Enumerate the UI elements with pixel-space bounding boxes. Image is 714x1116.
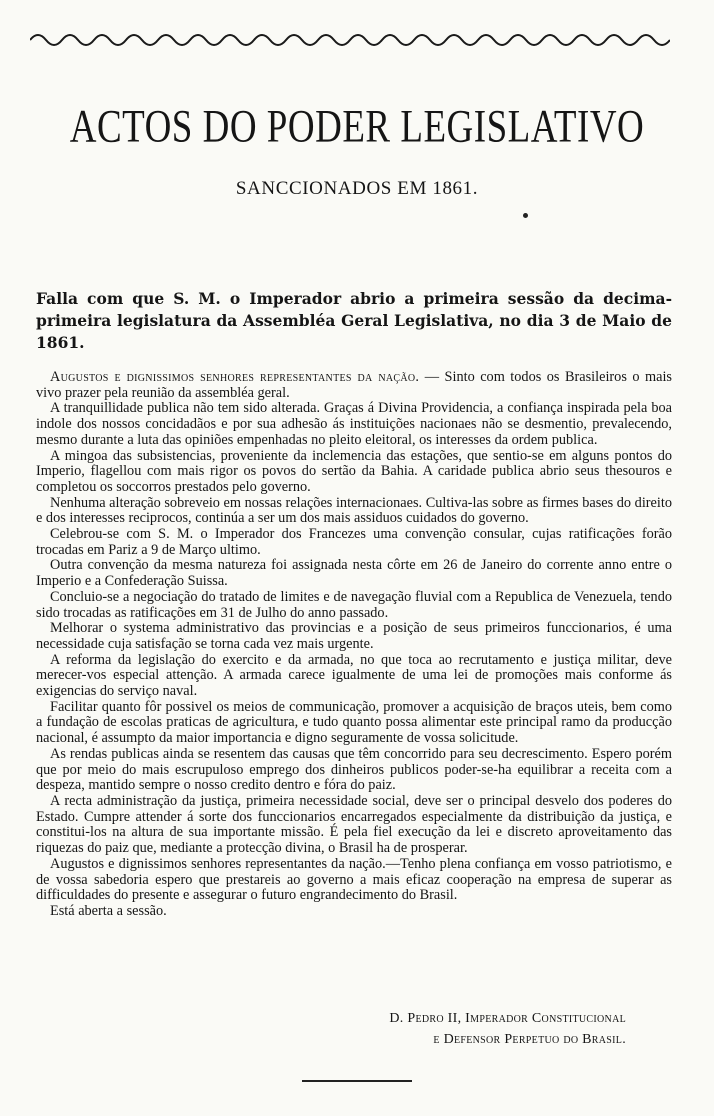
speech-paragraph: A recta administração da justiça, primeira necessidade social, deve ser o principal desvelo dos poderes do Estado. Cumpre attender á sorte dos funccionarios encarregados especialmente da distribuição da justiça, e constitui-los na altura de sua importante missão. É pela fiel execução da lei e discreto aproveitamento das riquezas do paiz que, mediante a protecção divina, o Brasil ha de prosperar. bbox=[36, 792, 672, 857]
speech-paragraph: Celebrou-se com S. M. o Imperador dos Francezes uma convenção consular, cujas ratificações forão trocadas em Pariz a 9 de Março ultimo. bbox=[36, 526, 672, 558]
closing-rule bbox=[302, 1080, 412, 1082]
page-title: ACTOS DO PODER LEGISLATIVO bbox=[69, 101, 645, 153]
signature-line: e Defensor Perpetuo do Brasil. bbox=[433, 1032, 626, 1047]
speech-paragraph: Augustos e dignissimos senhores representantes da nação.—Tenho plena confiança em vosso patriotismo, e de vossa sabedoria espero que prestareis ao governo a mais eficaz cooperação na empresa de superar as difficuldades do presente e assegurar o futuro engrandecimento do Brasil. bbox=[36, 855, 672, 904]
speech-paragraph: A reforma da legislação do exercito e da armada, no que toca ao recrutamento e justiça militar, deve merecer-vos especial attenção. A armada carece igualmente de uma lei de promoções mais conforme ás exigencias do serviço naval. bbox=[36, 651, 672, 700]
speech-paragraph: Outra convenção da mesma natureza foi assignada nesta côrte em 26 de Janeiro do corrente anno entre o Imperio e a Confederação Suissa. bbox=[36, 557, 672, 590]
speech-heading: Falla com que S. M. o Imperador abrio a primeira sessão da decima-primeira legislatura da Assembléa Geral Legislativa, no dia 3 de Maio de 1861. bbox=[36, 289, 672, 352]
speech-paragraph: Está aberta a sessão. bbox=[50, 902, 167, 919]
opening-address: Augustos e dignissimos senhores representantes da nação. bbox=[50, 369, 420, 385]
signature-line: D. Pedro II, Imperador Constitucional bbox=[389, 1011, 626, 1026]
speech-paragraph: Augustos e dignissimos senhores representantes da nação. — Sinto com todos os Brasileiros o mais vivo prazer pela reunião da assembléa geral. bbox=[36, 369, 672, 401]
speech-paragraph: A mingoa das subsistencias, proveniente da inclemencia das estações, que sentio-se em alguns pontos do Imperio, flagellou com mais rigor os povos do sertão da Bahia. A caridade publica abrio seus thesouros e completou os soccorros prestados pelo governo. bbox=[36, 447, 672, 495]
signature-block bbox=[389, 1008, 626, 1050]
speech-body bbox=[36, 370, 672, 920]
page-subtitle: SANCCIONADOS EM 1861. bbox=[235, 178, 479, 199]
speech-paragraph: Facilitar quanto fôr possivel os meios de communicação, promover a acquisição de braços uteis, bem como a fundação de escolas praticas de agricultura, e tudo quanto possa alimentar este principal ramo da producção nacional, é assumpto da maior importancia e digno seguramente de vossa solicitude. bbox=[36, 698, 672, 747]
speech-paragraph: Melhorar o systema administrativo das provincias e a posição de seus primeiros funccionarios, é uma necessidade cuja satisfação se torna cada vez mais urgente. bbox=[36, 620, 672, 652]
speech-paragraph: A tranquillidade publica não tem sido alterada. Graças á Divina Providencia, a confiança inspirada pela boa indole dos nossos concidadãos e por sua adhesão ás instituições nacionaes não se desmentio, prevalecendo, mesmo durante a luta das opiniões empenhadas no pleito eleitoral, os interesses da ordem publica. bbox=[36, 400, 672, 448]
wavy-rule-ornament bbox=[30, 26, 670, 50]
speech-paragraph: Nenhuma alteração sobreveio em nossas relações internacionaes. Cultiva-las sobre as firmes bases do direito e dos interesses reciprocos, continúa a ser um dos mais assiduos cuidados do governo. bbox=[36, 494, 672, 527]
speech-paragraph: Concluio-se a negociação do tratado de limites e de navegação fluvial com a Republica de Venezuela, tendo sido trocadas as ratificações em 31 de Julho do anno passado. bbox=[36, 588, 672, 621]
speech-paragraph: As rendas publicas ainda se resentem das causas que têm concorrido para seu decrescimento. Espero porém que por meio do mais escrupuloso emprego dos dinheiros publicos poder-se-ha equilibrar a receita com a despeza, mantido sempre o nosso credito dentro e fóra do paiz. bbox=[36, 745, 672, 794]
ink-speck bbox=[523, 213, 528, 218]
